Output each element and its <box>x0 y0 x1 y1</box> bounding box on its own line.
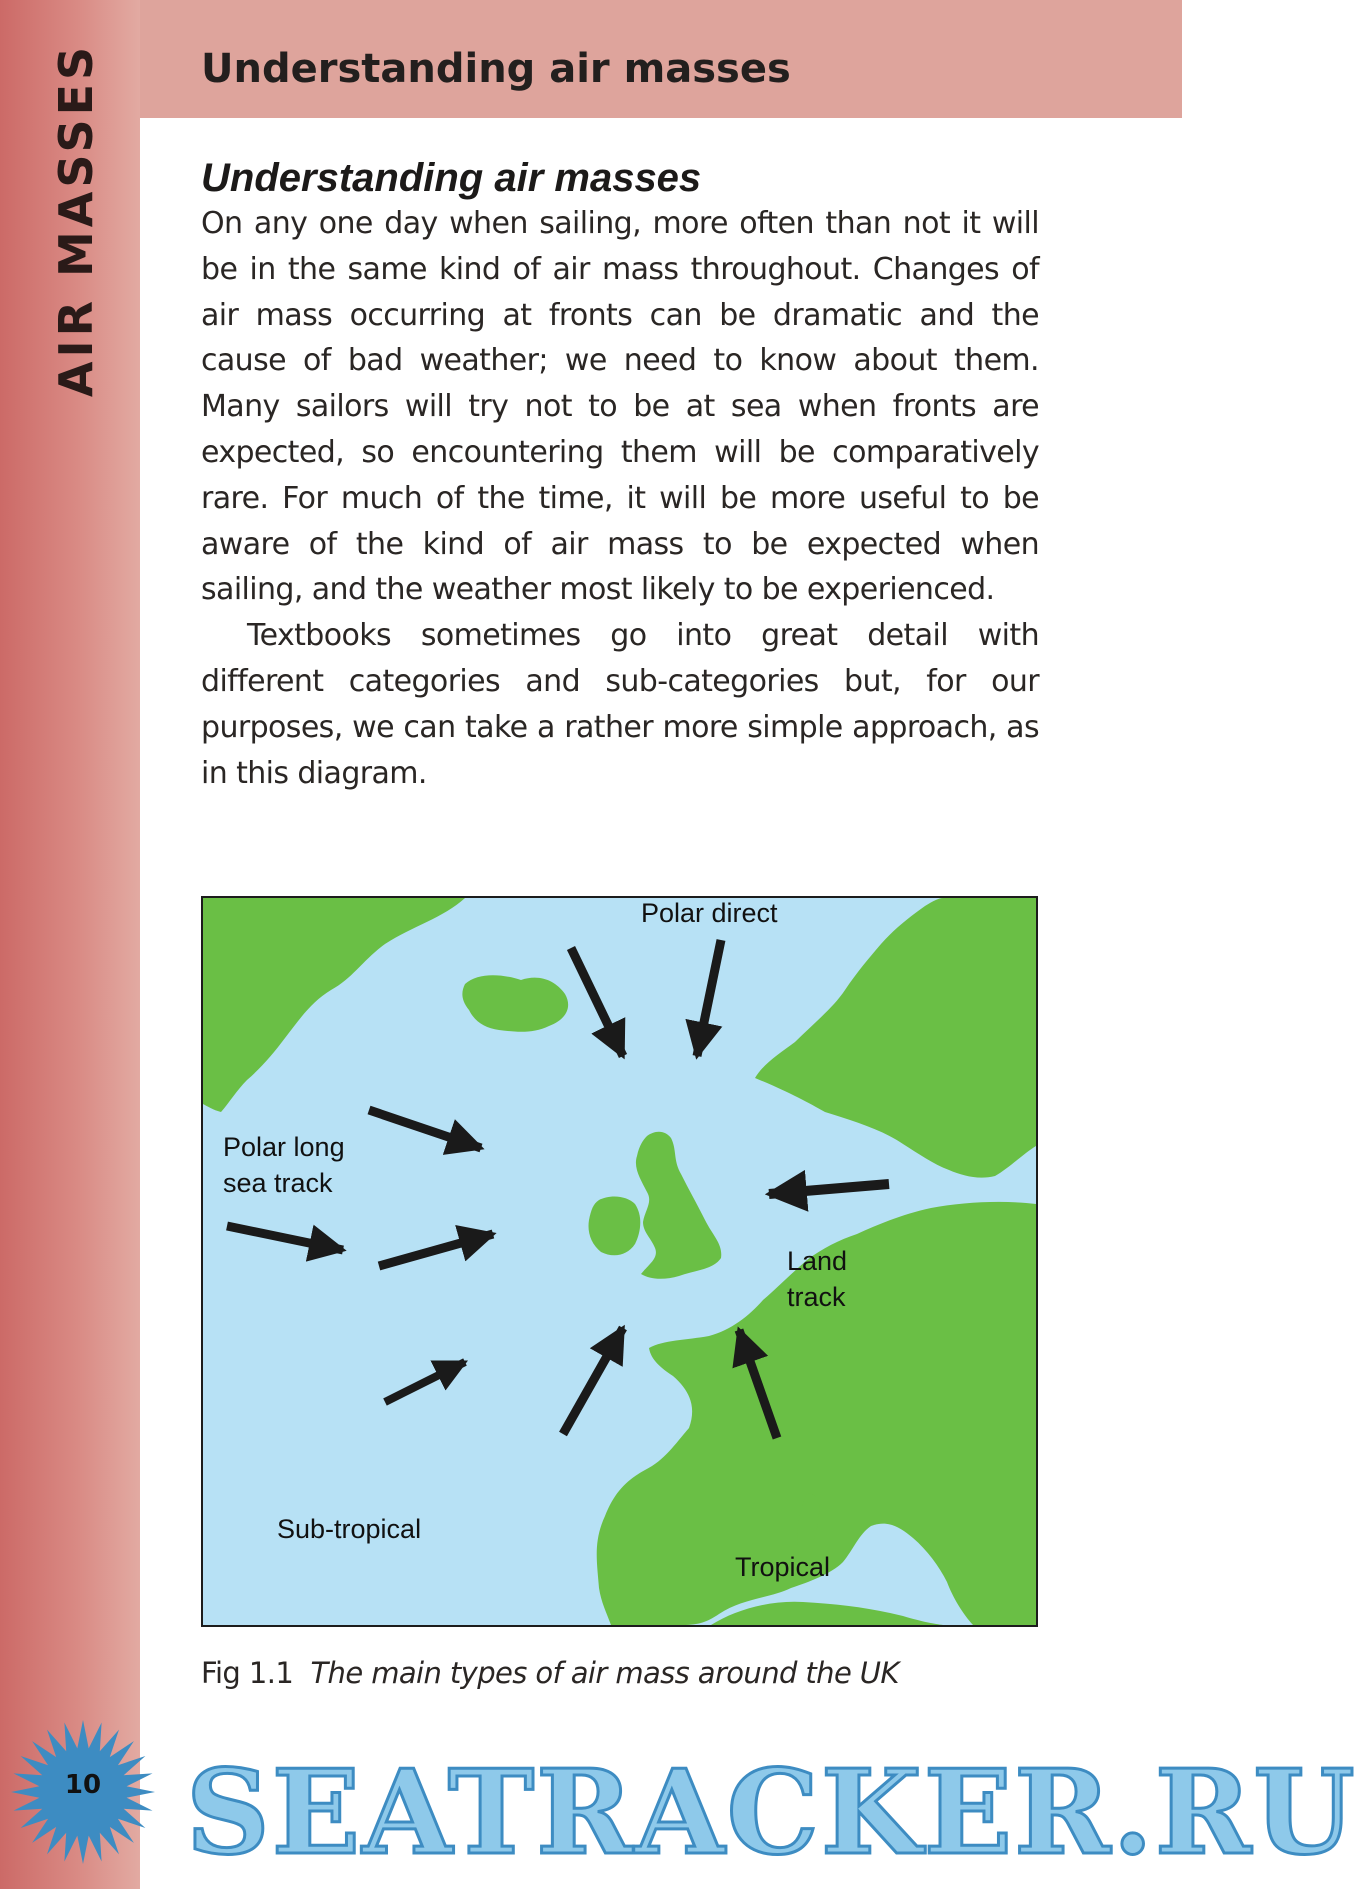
main-content <box>201 155 1039 796</box>
label-tropical: Tropical <box>735 1552 831 1582</box>
body-paragraph-2: Textbooks sometimes go into great detail with different categories and sub-categories but, for our purposes, we can take a rather more simple approach, as in this diagram. <box>201 618 1039 791</box>
label-polar-long-line1: Polar long <box>223 1132 345 1162</box>
figure-caption-number: Fig 1.1 <box>201 1656 294 1690</box>
section-tab-label: AIR MASSES <box>49 42 103 398</box>
ireland-landmass <box>589 1197 641 1256</box>
label-land-track-line2: track <box>787 1282 846 1312</box>
air-mass-map-figure <box>201 896 1038 1627</box>
label-sub-tropical: Sub-tropical <box>277 1514 422 1544</box>
body-paragraph-1: On any one day when sailing, more often than not it will be in the same kind of air mass throughout. Changes of air mass occurring at fronts can be dramatic and the cause of bad weather; we need to know about them. Many sailors will try not to be at sea when fronts are expected, so encountering them will be comparatively rare. For much of the time, it will be more useful to be aware of the kind of air mass to be expected when sailing, and the weather most likely to be experienced. <box>201 206 1039 608</box>
label-land-track-line1: Land <box>787 1246 848 1276</box>
label-polar-direct: Polar direct <box>641 898 778 928</box>
watermark-text: SEATRACKER.RU <box>186 1745 1356 1881</box>
running-header-title: Understanding air masses <box>201 46 791 92</box>
page-number: 10 <box>64 1770 102 1800</box>
section-heading: Understanding air masses <box>201 156 702 200</box>
figure-caption-text: The main types of air mass around the UK <box>310 1656 899 1690</box>
label-polar-long-line2: sea track <box>223 1168 333 1198</box>
section-tab <box>36 42 116 398</box>
figure-caption <box>201 1656 899 1690</box>
air-mass-map <box>203 898 1036 1625</box>
